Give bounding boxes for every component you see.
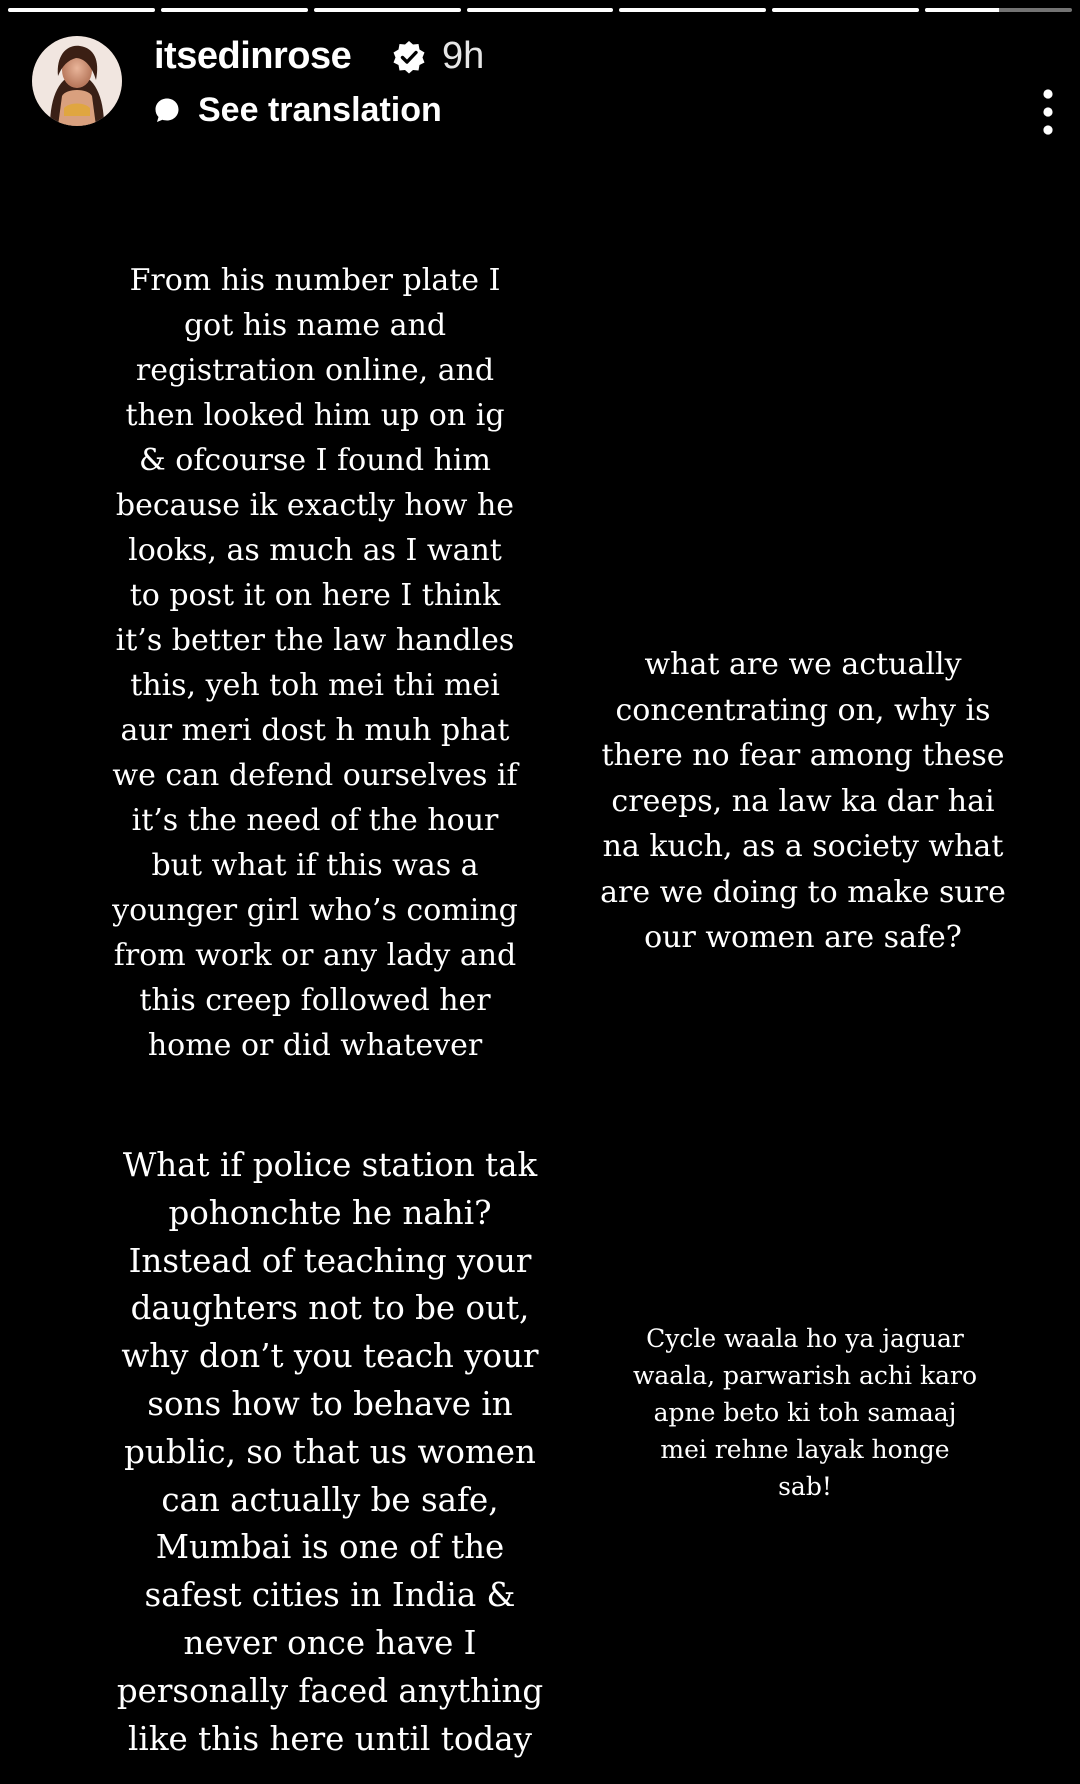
progress-fill	[467, 8, 614, 12]
progress-segment-5	[619, 8, 766, 12]
story-progress-bars	[8, 8, 1072, 13]
avatar[interactable]	[32, 36, 122, 126]
time-ago: 9h	[442, 35, 485, 77]
progress-segment-6	[772, 8, 919, 12]
progress-segment-4	[467, 8, 614, 12]
progress-fill	[925, 8, 998, 12]
progress-fill	[619, 8, 766, 12]
see-translation-label: See translation	[198, 91, 442, 129]
see-translation-button[interactable]	[154, 88, 442, 132]
speech-bubble-icon	[154, 97, 180, 123]
progress-fill	[8, 8, 155, 12]
avatar-image	[32, 36, 122, 126]
progress-fill	[314, 8, 461, 12]
story-text-block-1: From his number plate I got his name and registration online, and then looked him up on ig & ofcourse I found him because ik exactly how he looks, as much as I want to post it on here I think it’s better the law handles this, yeh toh mei thi mei aur meri dost h muh phat we can defend ourselves if it’s the need of the hour but what if this was a younger girl who’s coming from work or any lady and this creep followed her home or did whatever	[112, 263, 518, 1063]
progress-fill	[161, 8, 308, 12]
progress-segment-2	[161, 8, 308, 12]
story-text-block-3: What if police station tak pohonchte he nahi? Instead of teaching your daughters not to be out, why don’t you teach your sons how to behave in public, so that us women can actually be safe, Mumbai is one of the safest cities in India & never once have I personally faced anything like this here until today	[116, 1146, 544, 1758]
progress-segment-3	[314, 8, 461, 12]
username[interactable]: itsedinrose	[154, 35, 352, 77]
progress-fill	[772, 8, 919, 12]
progress-segment-7	[925, 8, 1072, 12]
story-text-block-2: what are we actually concentrating on, why is there no fear among these creeps, na law ka dar hai na kuch, as a society what are we doing to make sure our women are safe?	[600, 647, 1006, 955]
verified-badge-icon	[392, 40, 426, 74]
story-header	[32, 34, 1048, 134]
progress-segment-1	[8, 8, 155, 12]
story-text-block-4: Cycle waala ho ya jaguar waala, parwarish achi karo apne beto ki toh samaaj mei rehne layak honge sab!	[633, 1324, 977, 1501]
more-vertical-icon[interactable]	[1034, 86, 1062, 138]
